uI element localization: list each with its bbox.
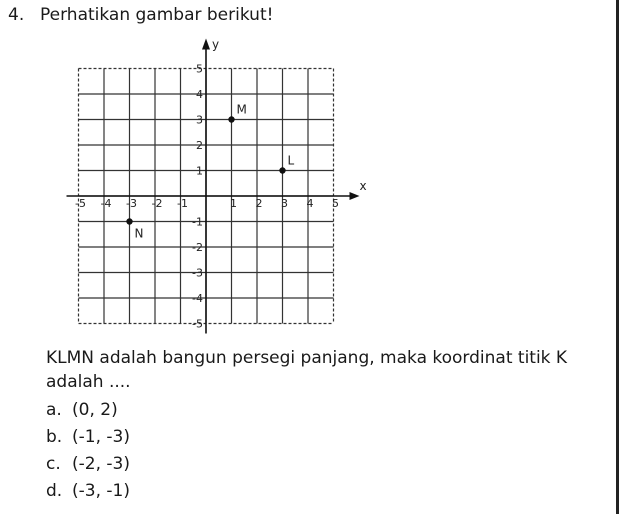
question-number: 4. — [8, 5, 25, 25]
y-tick-label: 3 — [196, 113, 203, 127]
y-tick-label: 4 — [196, 88, 203, 101]
option-a-text: (0, 2) — [72, 400, 118, 420]
page-edge — [616, 0, 619, 514]
y-tick-label: -1 — [192, 215, 203, 229]
question-title: Perhatikan gambar berikut! — [40, 5, 274, 25]
option-b-label: b. — [46, 427, 63, 447]
y-tick-label: -2 — [192, 241, 203, 254]
option-c-text: (-2, -3) — [72, 454, 130, 474]
x-axis-arrow — [350, 192, 360, 200]
point-n-label: N — [134, 226, 144, 241]
y-axis-arrow — [202, 39, 210, 50]
point-l-label: L — [287, 153, 295, 168]
point-m — [228, 116, 234, 122]
option-a[interactable] — [46, 400, 118, 420]
option-b-text: (-1, -3) — [72, 427, 130, 447]
option-d-label: d. — [46, 481, 63, 501]
y-axis-label: y — [212, 37, 220, 52]
option-c[interactable] — [46, 454, 130, 474]
option-a-label: a. — [46, 400, 62, 420]
x-tick-label: 2 — [255, 197, 263, 210]
x-tick-label: 1 — [230, 197, 237, 210]
x-axis-label: x — [359, 179, 367, 193]
option-b[interactable] — [46, 427, 130, 447]
point-n — [126, 218, 132, 224]
axes — [67, 38, 367, 334]
x-tick-label: 5 — [332, 197, 339, 210]
y-tick-label: 5 — [196, 62, 203, 76]
x-tick-label: -1 — [177, 197, 188, 210]
x-tick-label: 3 — [281, 197, 288, 210]
y-tick-label: 1 — [196, 164, 203, 178]
point-l — [279, 167, 285, 173]
x-tick-label: 4 — [306, 197, 314, 210]
option-d-text: (-3, -1) — [72, 481, 130, 501]
x-tick-label: -4 — [100, 197, 112, 210]
y-tick-label: -4 — [192, 292, 203, 305]
y-tick-label: -3 — [192, 266, 203, 280]
option-c-label: c. — [46, 454, 61, 474]
point-m-label: M — [236, 102, 247, 117]
option-d[interactable] — [46, 481, 130, 501]
x-tick-label: -3 — [126, 197, 137, 210]
x-tick-label: -5 — [75, 197, 86, 210]
y-tick-label: -5 — [192, 317, 203, 331]
y-tick-label: 2 — [196, 139, 203, 152]
plotted-points — [126, 103, 294, 241]
x-tick-label: -2 — [151, 197, 163, 210]
question-stem: KLMN adalah bangun persegi panjang, maka koordinat titik K adalah .... — [46, 348, 568, 392]
